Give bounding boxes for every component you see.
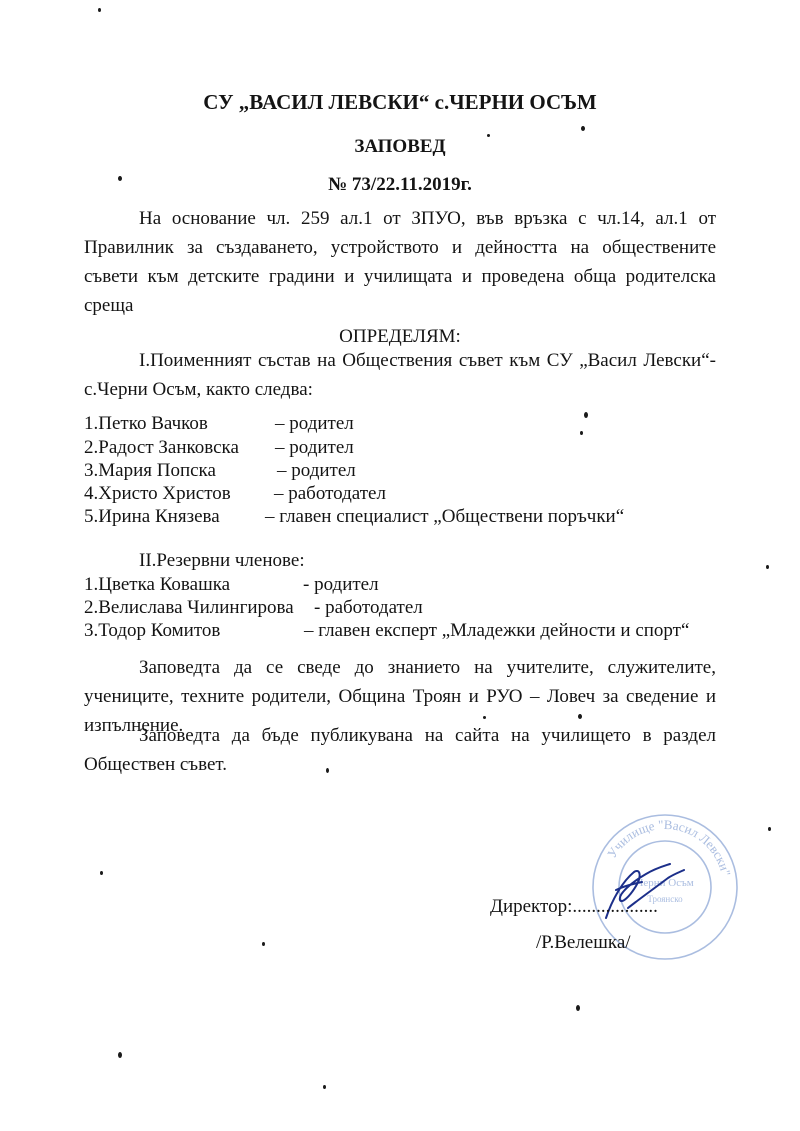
order-heading: ОПРЕДЕЛЯМ: [339,326,461,347]
reserve-row [84,574,379,596]
document-number: № 73/22.11.2019г. [328,174,472,195]
reserve-name: 1.Цветка Ковашка [84,574,231,595]
scan-speck [326,768,329,773]
stamp-ring-text: Училище "Васил Левски" [603,816,734,878]
scan-speck [323,1085,326,1089]
reserve-row [84,620,690,642]
scan-speck [576,1005,580,1011]
member-name: 2.Радост Занковска [84,437,239,458]
member-role: – родител [275,437,354,458]
intro-paragraph: На основание чл. 259 ал.1 от ЗПУО, във връзка с чл.14, ал.1 от Правилник за създаването, устройството и дейността на обществените съвети към детските градини и училищата и проведена обща родителска среща [84,208,716,316]
member-row [84,413,354,435]
stamp-sub-text: Троянско [647,894,683,904]
scan-speck [262,942,265,946]
member-row [84,483,386,505]
school-title: СУ „ВАСИЛ ЛЕВСКИ“ с.ЧЕРНИ ОСЪМ [203,90,597,114]
scan-speck [766,565,769,569]
scan-speck [584,412,588,418]
member-role: – главен специалист „Обществени поръчки“ [265,506,625,527]
member-role: – родител [277,460,356,481]
member-name: 5.Ирина Князева [84,506,220,527]
scan-speck [578,714,582,719]
scan-speck [100,871,103,875]
reserve-role: - родител [303,574,379,595]
member-name: 1.Петко Вачков [84,413,208,434]
member-row [84,460,356,482]
stamp-center-text: Черни Осъм [636,877,694,889]
reserve-role: – главен експерт „Младежки дейности и спорт“ [304,620,690,641]
reserve-name: 3.Тодор Комитов [84,620,221,641]
section1-heading: I.Поименният състав на Обществения съвет към СУ „Васил Левски“-с.Черни Осъм, както следва: [84,350,716,400]
scan-speck [118,176,122,181]
director-label: Директор:.................. [490,896,658,917]
director-signature [598,860,688,930]
document-type: ЗАПОВЕД [354,136,446,157]
member-name: 4.Христо Христов [84,483,231,504]
member-role: – работодател [274,483,386,504]
member-row [84,437,354,459]
section2-heading: II.Резервни членове: [139,550,305,571]
reserve-role: - работодател [314,597,423,618]
reserve-name: 2.Велислава Чилингирова [84,597,294,618]
publication-paragraph: Заповедта да бъде публикувана на сайта на училището в раздел Обществен съвет. [84,725,716,775]
member-row [84,506,625,528]
scan-speck [768,827,771,831]
signer-name: /Р.Велешка/ [536,932,631,953]
scan-speck [581,126,585,131]
member-name: 3.Мария Попска [84,460,216,481]
scan-speck [118,1052,122,1058]
scan-speck [98,8,101,12]
closing-paragraph: Заповедта да се сведе до знанието на учителите, служителите, учениците, техните родители, Община Троян и РУО – Ловеч за сведение и изпълнение. [84,657,716,736]
scan-speck [487,134,490,137]
scan-speck [483,716,486,719]
reserve-row [84,597,423,619]
scan-speck [580,431,583,435]
member-role: – родител [275,413,354,434]
